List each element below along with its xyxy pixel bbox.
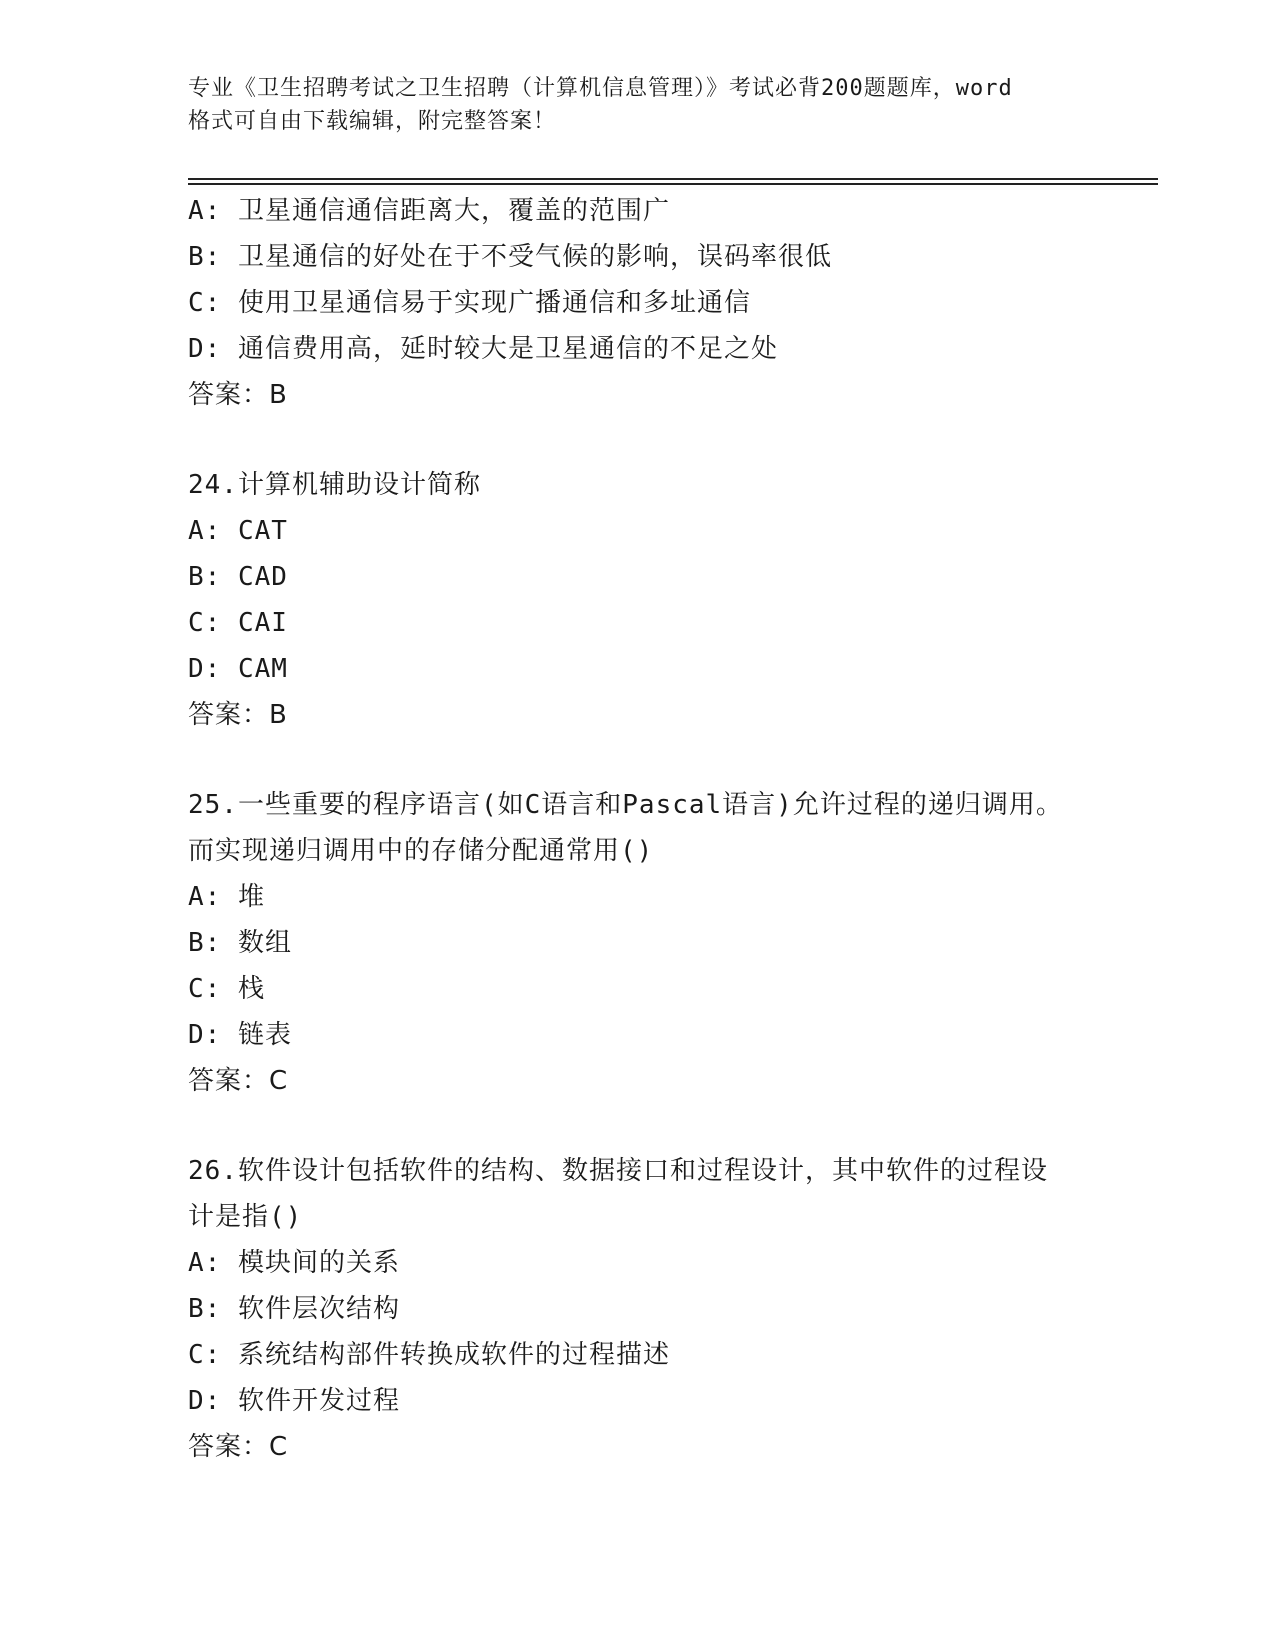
option-a: A: 卫星通信通信距离大，覆盖的范围广 xyxy=(188,196,670,226)
option-a: A: 模块间的关系 xyxy=(188,1248,400,1278)
option-b: B: 卫星通信的好处在于不受气候的影响，误码率很低 xyxy=(188,242,832,272)
option-b: B: 软件层次结构 xyxy=(188,1294,400,1324)
answer-label: 答案：C xyxy=(188,1066,289,1096)
question-block-26 xyxy=(188,1148,1088,1470)
question-text: 26.软件设计包括软件的结构、数据接口和过程设计，其中软件的过程设计是指() xyxy=(188,1156,1048,1232)
header-line-1: 专业《卫生招聘考试之卫生招聘（计算机信息管理）》考试必背200题题库，word xyxy=(188,76,1013,101)
header-line-2: 格式可自由下载编辑，附完整答案！ xyxy=(188,109,557,134)
answer-label: 答案：B xyxy=(188,380,288,410)
option-c: C: 栈 xyxy=(188,974,265,1004)
spacer xyxy=(188,1104,1088,1148)
question-block-24 xyxy=(188,462,1088,738)
option-d: D: CAM xyxy=(188,654,288,684)
option-c: C: 使用卫星通信易于实现广播通信和多址通信 xyxy=(188,288,751,318)
spacer xyxy=(188,418,1088,462)
option-b: B: 数组 xyxy=(188,928,292,958)
question-block-prev xyxy=(188,188,1088,418)
document-header xyxy=(188,72,1088,138)
question-list xyxy=(188,188,1088,1470)
header-divider-top xyxy=(188,178,1158,180)
answer-label: 答案：B xyxy=(188,700,288,730)
option-d: D: 链表 xyxy=(188,1020,292,1050)
option-c: C: 系统结构部件转换成软件的过程描述 xyxy=(188,1340,670,1370)
spacer xyxy=(188,738,1088,782)
option-a: A: 堆 xyxy=(188,882,265,912)
header-divider-bottom xyxy=(188,183,1158,185)
question-text: 24.计算机辅助设计简称 xyxy=(188,470,481,500)
option-c: C: CAI xyxy=(188,608,288,638)
answer-label: 答案：C xyxy=(188,1432,289,1462)
option-a: A: CAT xyxy=(188,516,288,546)
question-block-25 xyxy=(188,782,1088,1104)
option-d: D: 通信费用高，延时较大是卫星通信的不足之处 xyxy=(188,334,778,364)
option-d: D: 软件开发过程 xyxy=(188,1386,400,1416)
question-text: 25.一些重要的程序语言(如C语言和Pascal语言)允许过程的递归调用。而实现递归调用中的存储分配通常用() xyxy=(188,790,1063,866)
option-b: B: CAD xyxy=(188,562,288,592)
